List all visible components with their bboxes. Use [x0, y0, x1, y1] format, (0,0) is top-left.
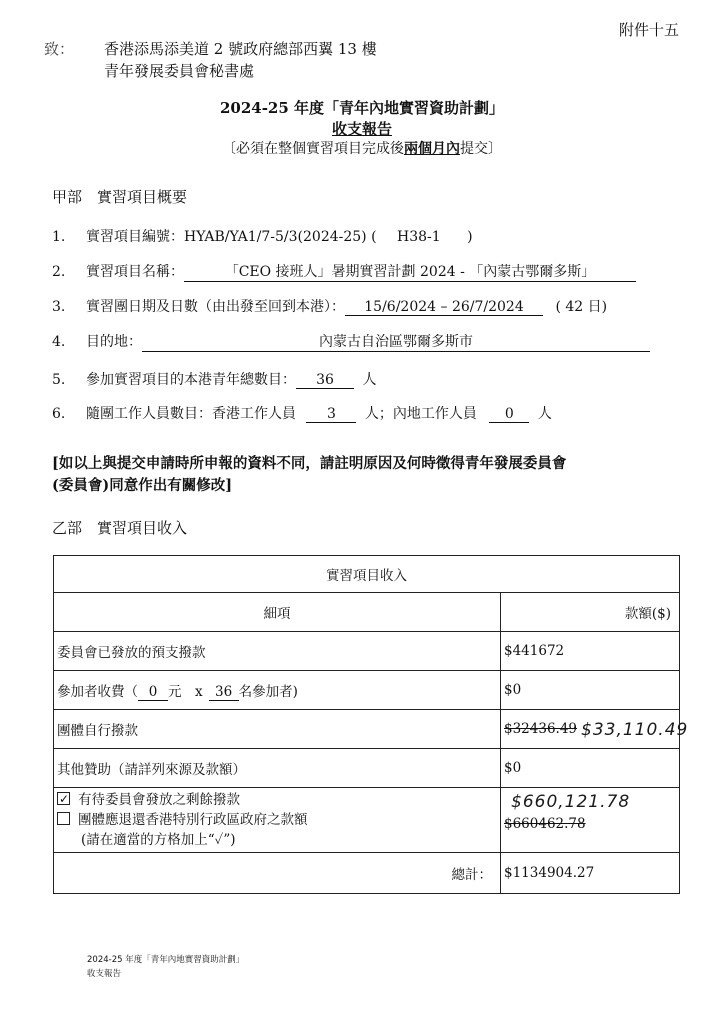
fee-participant-count: 36 [209, 684, 239, 701]
mainland-staff-count: 0 [489, 406, 529, 423]
footer-line-1: 2024-25 年度「青年內地實習資助計劃」 [87, 955, 245, 965]
item-1: 1. 實習項目編號：HYAB/YA1/7-5/3(2024-25) ( H38-1 ) [52, 229, 473, 245]
item-6: 6. 隨團工作人員數目：香港工作人員 3 人；內地工作人員 0 人 [52, 406, 552, 422]
deadline-emphasis: 兩個月內 [404, 141, 460, 157]
footer-line-2: 收支報告 [87, 969, 122, 979]
table-row [54, 632, 680, 671]
table-row [54, 853, 680, 894]
total-label: 總計： [54, 853, 501, 894]
attachment-label: 附件十五 [619, 21, 680, 39]
page-title: 2024-25 年度「青年內地實習資助計劃」 [219, 99, 505, 117]
note-line-1: [如以上與提交申請時所申報的資料不同，請註明原因及何時徵得青年發展委員會 [52, 455, 567, 472]
project-dates: 15/6/2024 – 26/7/2024 [345, 299, 543, 316]
row-label-advance: 委員會已發放的預支撥款 [54, 632, 501, 671]
row-amount-balance [501, 788, 680, 853]
project-days: ( 42 日) [555, 299, 608, 315]
section-a-title: 甲部 實習項目概要 [52, 188, 188, 206]
row-label-other-sponsorship: 其他贊助（請詳列來源及款額） [54, 749, 501, 788]
item-4: 4. 目的地： 內蒙古自治區鄂爾多斯市 [52, 331, 650, 352]
column-header-amount: 款額($) [501, 593, 680, 632]
item-2: 2. 實習項目名稱： 「CEO 接班人」暑期實習計劃 2024 - 「內蒙古鄂爾多斯」 [52, 261, 636, 282]
to-prefix: 致： [44, 40, 75, 58]
table-row [54, 671, 680, 710]
hk-staff-count: 3 [306, 406, 356, 423]
participant-count: 36 [296, 372, 354, 389]
table-row [54, 593, 680, 632]
fee-per-participant: 0 [138, 684, 168, 701]
total-amount: $1134904.27 [501, 853, 680, 894]
table-row [54, 710, 680, 749]
income-table [53, 555, 689, 894]
struck-balance: $660462.78 [504, 816, 586, 832]
item-3: 3. 實習團日期及日數（由出發至回到本港）： 15/6/2024 – 26/7/2024 ( 42 日) [52, 299, 608, 315]
row-label-participant-fee: 參加者收費（ 0 元 x 36 名參加者) [54, 671, 501, 710]
row-amount-participant-fee: $0 [501, 671, 680, 710]
struck-amount: $32436.49 [504, 721, 578, 737]
project-name: 「CEO 接班人」暑期實習計劃 2024 - 「內蒙古鄂爾多斯」 [184, 261, 636, 282]
address-line-1: 香港添馬添美道 2 號政府總部西翼 13 樓 [104, 40, 377, 58]
column-header-item: 細項 [54, 593, 501, 632]
row-label-self-funding: 團體自行撥款 [54, 710, 501, 749]
project-code: H38-1 [397, 229, 441, 245]
note-line-2: (委員會)同意作出有關修改] [52, 477, 233, 494]
table-row [54, 788, 680, 853]
page-subtitle: 收支報告 [331, 120, 392, 138]
income-table-caption: 實習項目收入 [54, 556, 680, 593]
table-row [54, 749, 680, 788]
section-b-title: 乙部 實習項目收入 [52, 519, 188, 537]
row-amount-other-sponsorship: $0 [501, 749, 680, 788]
row-amount-advance: $441672 [501, 632, 680, 671]
row-label-balance: ✓ 有待委員會發放之剩餘撥款 團體應退還香港特別行政區政府之款額 (請在適當的方格加上“✓”) [54, 788, 501, 853]
checkbox-remaining-grant[interactable] [57, 792, 70, 805]
check-icon: ✓ [59, 792, 70, 806]
checkbox-refund[interactable] [57, 812, 70, 825]
table-row [54, 556, 680, 593]
item-5: 5. 參加實習項目的本港青年總數目： 36 人 [52, 372, 377, 388]
row-amount-self-funding [501, 710, 689, 749]
handwritten-amount: $33,110.49 [581, 720, 689, 740]
submission-instruction: 〔必須在整個實習項目完成後兩個月內提交〕 [222, 141, 502, 157]
destination: 內蒙古自治區鄂爾多斯市 [142, 331, 650, 352]
handwritten-balance: $660,121.78 [511, 792, 631, 812]
address-line-2: 青年發展委員會秘書處 [104, 62, 255, 80]
